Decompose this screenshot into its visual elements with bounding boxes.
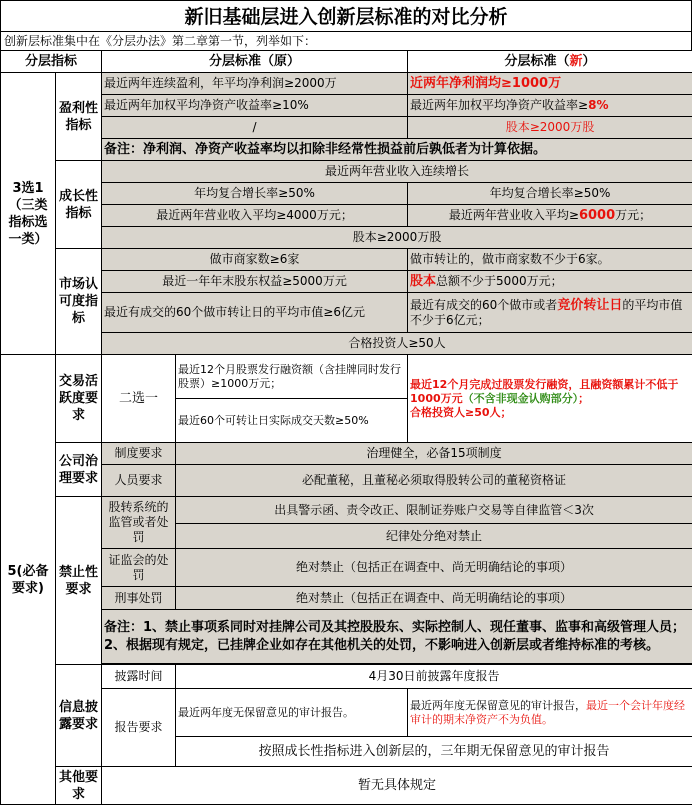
prohibit-val-3: 绝对禁止（包括正在调查中、尚无明确结论的事项） bbox=[176, 587, 692, 610]
market-shared-4: 合格投资人≥50人 bbox=[102, 333, 692, 355]
trade-row-1 bbox=[1, 355, 692, 399]
comparison-table bbox=[0, 50, 692, 805]
governance-sub-1: 制度要求 bbox=[102, 443, 176, 465]
growth-row-2 bbox=[1, 183, 692, 205]
profit-row-2 bbox=[1, 95, 692, 117]
disclosure-val-1: 4月30日前披露年度报告 bbox=[176, 665, 692, 689]
disclosure-row-1 bbox=[1, 665, 692, 689]
disclosure-sub-2: 报告要求 bbox=[102, 689, 176, 767]
group2-label: 5(必备要求) bbox=[1, 355, 56, 805]
prohibit-row-1 bbox=[1, 497, 692, 524]
trade-label: 交易活跃度要求 bbox=[56, 355, 102, 443]
growth-new-2: 年均复合增长率≥50% bbox=[408, 183, 692, 205]
profit-row-1 bbox=[1, 73, 692, 95]
profit-old-3: / bbox=[102, 117, 408, 139]
profit-row-3 bbox=[1, 117, 692, 139]
governance-label: 公司治理要求 bbox=[56, 443, 102, 497]
trade-old-2: 最近60个可转让日实际成交天数≥50% bbox=[176, 399, 408, 443]
growth-shared-4: 股本≥2000万股 bbox=[102, 227, 692, 249]
disclosure-sub-1: 披露时间 bbox=[102, 665, 176, 689]
market-old-2: 最近一年年末股东权益≥5000万元 bbox=[102, 271, 408, 293]
prohibit-sub-1: 股转系统的监管或者处罚 bbox=[102, 497, 176, 549]
market-row-4 bbox=[1, 333, 692, 355]
market-row-3 bbox=[1, 293, 692, 333]
governance-row-1 bbox=[1, 443, 692, 465]
growth-row-1 bbox=[1, 161, 692, 183]
disclosure-new-2: 最近两年度无保留意见的审计报告，最近一个会计年度经审计的期末净资产不为负值。 bbox=[408, 689, 692, 737]
header-indicator: 分层指标 bbox=[1, 51, 102, 73]
market-old-1: 做市商家数≥6家 bbox=[102, 249, 408, 271]
trade-new: 最近12个月完成过股票发行融资，且融资额累计不低于1000万元（不含非现金认购部分）； 合格投资人≥50人； bbox=[408, 355, 692, 443]
disclosure-row-2 bbox=[1, 689, 692, 737]
trade-old-1: 最近12个月股票发行融资额（含挂牌同时发行股票）≥1000万元； bbox=[176, 355, 408, 399]
growth-shared-1: 最近两年营业收入连续增长 bbox=[102, 161, 692, 183]
prohibit-label: 禁止性要求 bbox=[56, 497, 102, 665]
growth-old-2: 年均复合增长率≥50% bbox=[102, 183, 408, 205]
profit-label: 盈利性指标 bbox=[56, 73, 102, 161]
prohibit-val-1a: 出具警示函、责令改正、限制证券账户交易等自律监管＜3次 bbox=[176, 497, 692, 524]
profit-new-1: 近两年净利润均≥1000万 bbox=[408, 73, 692, 95]
governance-sub-2: 人员要求 bbox=[102, 465, 176, 497]
governance-val-1: 治理健全，必备15项制度 bbox=[176, 443, 692, 465]
intro-text: 创新层标准集中在《分层办法》第二章第一节，列举如下： bbox=[0, 32, 692, 50]
growth-row-3 bbox=[1, 205, 692, 227]
market-row-1 bbox=[1, 249, 692, 271]
other-label: 其他要求 bbox=[56, 767, 102, 805]
profit-note-row bbox=[1, 139, 692, 161]
group1-label: 3选1（三类指标选一类） bbox=[1, 73, 56, 355]
disclosure-label: 信息披露要求 bbox=[56, 665, 102, 767]
header-old-standard: 分层标准（原） bbox=[102, 51, 408, 73]
prohibit-sub-3: 刑事处罚 bbox=[102, 587, 176, 610]
market-label: 市场认可度指标 bbox=[56, 249, 102, 355]
disclosure-val-3: 按照成长性指标进入创新层的，三年期无保留意见的审计报告 bbox=[176, 737, 692, 767]
table-header-row bbox=[1, 51, 692, 73]
prohibit-val-2: 绝对禁止（包括正在调查中、尚无明确结论的事项） bbox=[176, 549, 692, 587]
market-row-2 bbox=[1, 271, 692, 293]
profit-old-1: 最近两年连续盈利，年平均净利润≥2000万 bbox=[102, 73, 408, 95]
prohibit-row-4 bbox=[1, 587, 692, 610]
prohibit-note: 备注：1、禁止事项系同时对挂牌公司及其控股股东、实际控制人、现任董事、监事和高级管理人员；2、根据现有规定，已挂牌企业如存在其他机关的处罚，不影响进入创新层或者维持标准的考核。 bbox=[102, 610, 692, 664]
profit-new-3: 股本≥2000万股 bbox=[408, 117, 692, 139]
market-old-3: 最近有成交的60个做市转让日的平均市值≥6亿元 bbox=[102, 293, 408, 333]
profit-new-2: 最近两年加权平均净资产收益率≥8% bbox=[408, 95, 692, 117]
governance-val-2: 必配董秘，且董秘必须取得股转公司的董秘资格证 bbox=[176, 465, 692, 497]
growth-label: 成长性指标 bbox=[56, 161, 102, 249]
market-new-2: 股本总额不少于5000万元； bbox=[408, 271, 692, 293]
other-row bbox=[1, 767, 692, 805]
page-title: 新旧基础层进入创新层标准的对比分析 bbox=[0, 0, 692, 32]
prohibit-note-row bbox=[1, 610, 692, 664]
prohibit-val-1b: 纪律处分绝对禁止 bbox=[176, 524, 692, 549]
disclosure-old-2: 最近两年度无保留意见的审计报告。 bbox=[176, 689, 408, 737]
trade-choice: 二选一 bbox=[102, 355, 176, 443]
governance-row-2 bbox=[1, 465, 692, 497]
profit-old-2: 最近两年加权平均净资产收益率≥10% bbox=[102, 95, 408, 117]
growth-new-3: 最近两年营业收入平均≥6000万元； bbox=[408, 205, 692, 227]
other-val: 暂无具体规定 bbox=[102, 767, 692, 805]
header-new-standard: 分层标准（新） bbox=[408, 51, 692, 73]
market-new-1: 做市转让的，做市商家数不少于6家。 bbox=[408, 249, 692, 271]
growth-row-4 bbox=[1, 227, 692, 249]
growth-old-3: 最近两年营业收入平均≥4000万元； bbox=[102, 205, 408, 227]
market-new-3: 最近有成交的60个做市或者竞价转让日的平均市值不少于6亿元； bbox=[408, 293, 692, 333]
profit-note: 备注：净利润、净资产收益率均以扣除非经常性损益前后孰低者为计算依据。 bbox=[102, 139, 692, 161]
prohibit-row-3 bbox=[1, 549, 692, 587]
prohibit-sub-2: 证监会的处罚 bbox=[102, 549, 176, 587]
